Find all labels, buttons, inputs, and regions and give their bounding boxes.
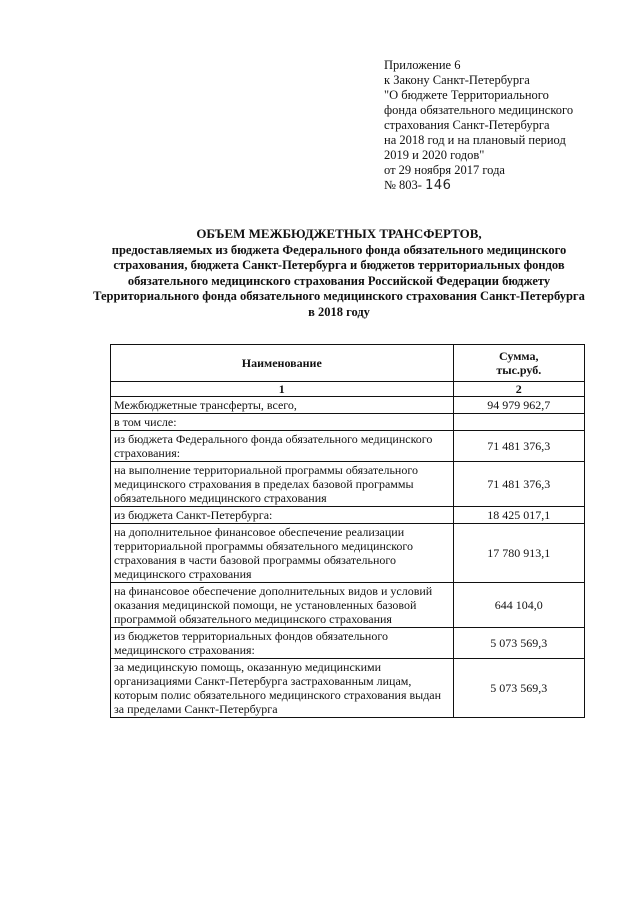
- table-row: [111, 659, 585, 718]
- row-name: в том числе:: [111, 414, 454, 431]
- table-row: [111, 414, 585, 431]
- appendix-line: страхования Санкт-Петербурга: [384, 118, 550, 132]
- appendix-line: фонда обязательного медицинского: [384, 103, 574, 117]
- table-row: [111, 507, 585, 524]
- title-line: в 2018 году: [308, 304, 370, 319]
- appendix-line: к Закону Санкт-Петербурга: [384, 73, 530, 87]
- appendix-line: "О бюджете Территориального: [384, 88, 549, 102]
- column-number-row: [111, 382, 585, 397]
- transfers-table: [110, 344, 585, 718]
- appendix-line: Приложение 6: [384, 58, 461, 72]
- row-sum: 5 073 569,3: [453, 659, 584, 718]
- row-name: на финансовое обеспечение дополнительных видов и условий оказания медицинской помощи, не установленных базовой программой обязательного медицинского страхования: [111, 583, 454, 628]
- header-name: Наименование: [111, 345, 454, 382]
- law-number-handwritten: 146: [425, 178, 452, 193]
- appendix-note: [384, 58, 624, 193]
- law-number-prefix: № 803-: [384, 178, 422, 192]
- table-row: [111, 462, 585, 507]
- header-sum: [453, 345, 584, 382]
- row-sum: 71 481 376,3: [453, 462, 584, 507]
- table-row: [111, 431, 585, 462]
- header-sum-line2: тыс.руб.: [496, 363, 542, 377]
- header-sum-line1: Сумма,: [499, 349, 539, 363]
- column-number: 2: [453, 382, 584, 397]
- row-name: из бюджета Санкт-Петербурга:: [111, 507, 454, 524]
- law-number: [384, 178, 624, 193]
- row-sum: 71 481 376,3: [453, 431, 584, 462]
- column-number: 1: [111, 382, 454, 397]
- table-header-row: [111, 345, 585, 382]
- table-row: [111, 397, 585, 414]
- title-line: страхования, бюджета Санкт-Петербурга и бюджетов территориальных фондов: [113, 258, 565, 272]
- appendix-line: 2019 и 2020 годов": [384, 148, 485, 162]
- table-row: [111, 583, 585, 628]
- row-name: Межбюджетные трансферты, всего,: [111, 397, 454, 414]
- title-line: предоставляемых из бюджета Федерального фонда обязательного медицинского: [111, 242, 567, 257]
- appendix-line: на 2018 год и на плановый период: [384, 133, 566, 147]
- document-title: [60, 226, 618, 320]
- row-sum: [453, 414, 584, 431]
- row-sum: 17 780 913,1: [453, 524, 584, 583]
- row-name: на дополнительное финансовое обеспечение реализации территориальной программы обязательного медицинского страхования в части базовой программы обязательного медицинского страхования: [111, 524, 454, 583]
- row-sum: 5 073 569,3: [453, 628, 584, 659]
- row-name: из бюджета Федерального фонда обязательного медицинского страхования:: [111, 431, 454, 462]
- table-row: [111, 524, 585, 583]
- row-sum: 94 979 962,7: [453, 397, 584, 414]
- row-name: из бюджетов территориальных фондов обязательного медицинского страхования:: [111, 628, 454, 659]
- title-line: Территориального фонда обязательного медицинского страхования Санкт-Петербурга: [93, 289, 585, 303]
- title-line: обязательного медицинского страхования Российской Федерации бюджету: [127, 273, 551, 288]
- row-sum: 644 104,0: [453, 583, 584, 628]
- row-sum: 18 425 017,1: [453, 507, 584, 524]
- table-row: [111, 628, 585, 659]
- row-name: за медицинскую помощь, оказанную медицинскими организациями Санкт-Петербурга застрахованным лицам, которым полис обязательного медицинского страхования выдан за пределами Санкт-Петербурга: [111, 659, 454, 718]
- title-main: ОБЪЕМ МЕЖБЮДЖЕТНЫХ ТРАНСФЕРТОВ,: [196, 226, 482, 241]
- appendix-line: от 29 ноября 2017 года: [384, 163, 505, 177]
- row-name: на выполнение территориальной программы обязательного медицинского страхования в пределах базовой программы обязательного медицинского страхования: [111, 462, 454, 507]
